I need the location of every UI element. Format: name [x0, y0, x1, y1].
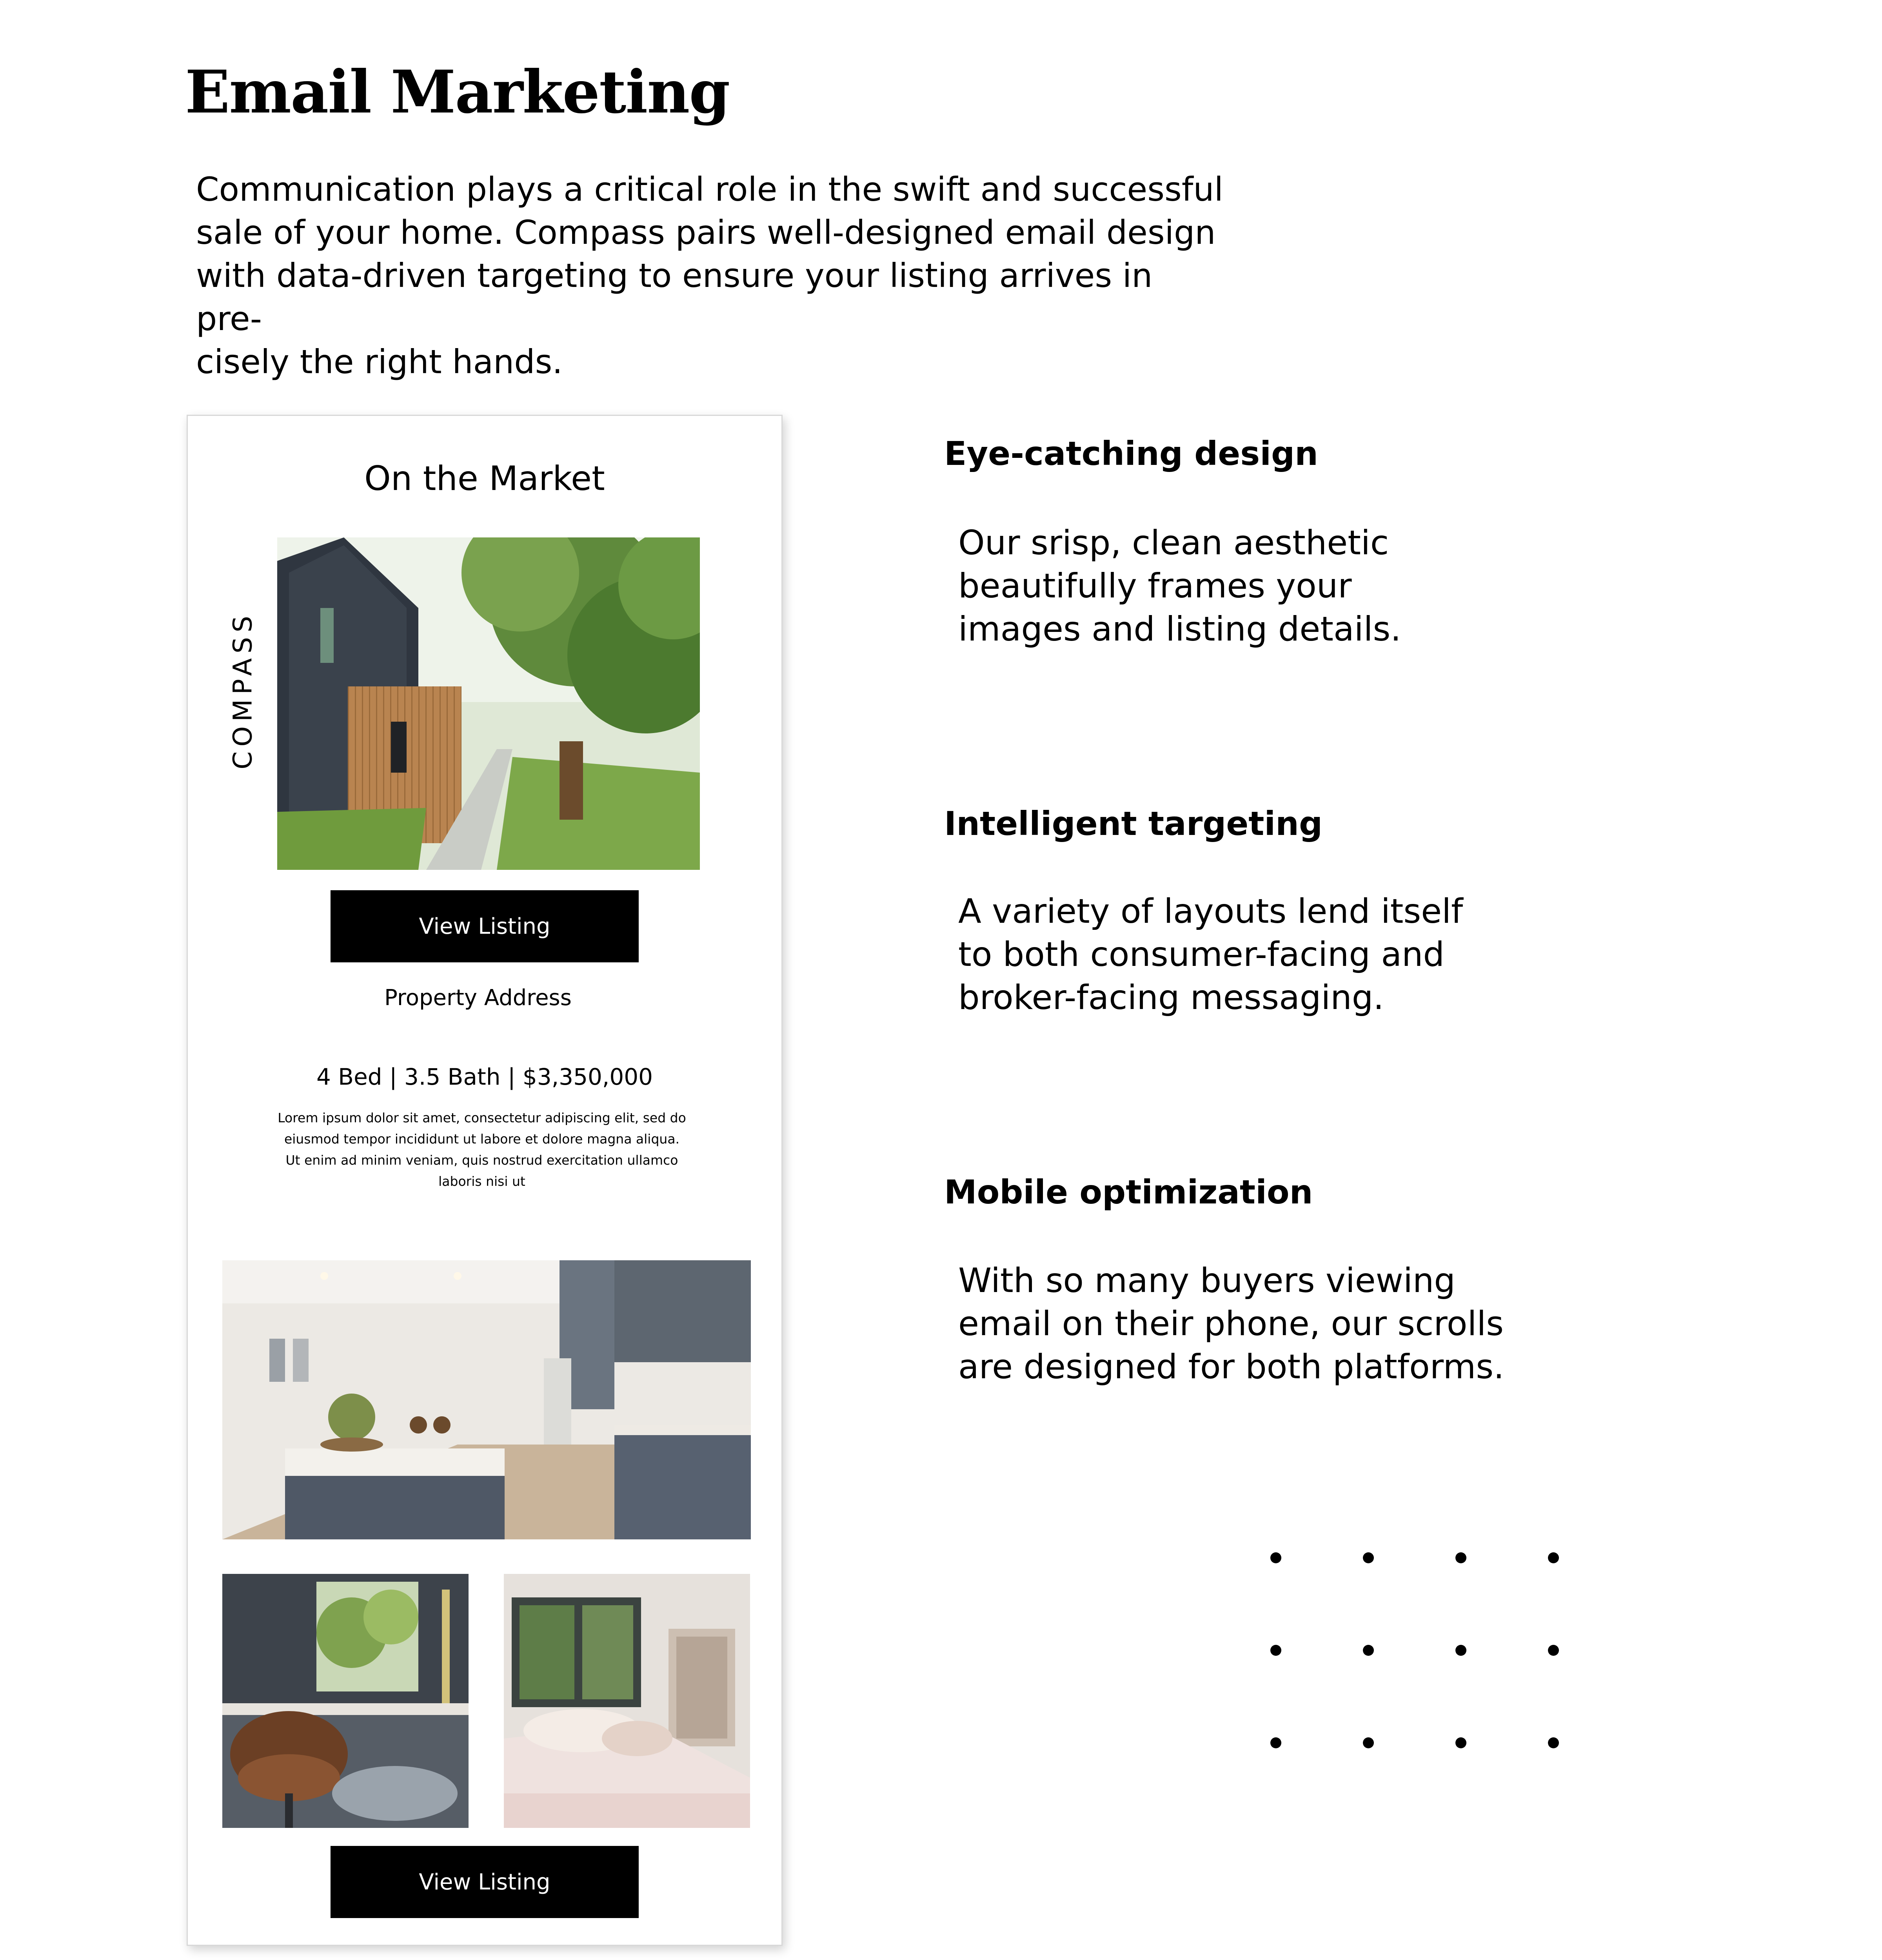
- feature-title-targeting: Intelligent targeting: [944, 804, 1323, 843]
- description-line: Ut enim ad minim veniam, quis nostrud exercitation ullamco: [285, 1152, 678, 1168]
- bedroom-image: [504, 1574, 750, 1828]
- hero-house-photo: [277, 537, 700, 870]
- view-listing-button[interactable]: View Listing: [331, 890, 639, 962]
- feature-body-mobile: [958, 1259, 1507, 1388]
- dot: [1270, 1552, 1281, 1563]
- feature-title-design: Eye-catching design: [944, 434, 1318, 473]
- compass-logo: COMPASS: [227, 611, 258, 769]
- intro-line: cisely the right hands.: [196, 343, 563, 381]
- feature-line: are designed for both platforms.: [958, 1347, 1504, 1387]
- dot: [1363, 1645, 1374, 1656]
- dot: [1455, 1552, 1466, 1563]
- feature-line: to both consumer-facing and: [958, 935, 1445, 974]
- kitchen-image: [222, 1260, 751, 1539]
- description-line: Lorem ipsum dolor sit amet, consectetur adipiscing elit, sed do: [278, 1110, 686, 1125]
- dot: [1455, 1737, 1466, 1748]
- feature-body-design: [958, 521, 1507, 651]
- dot: [1548, 1645, 1559, 1656]
- bedroom-photo: [504, 1574, 750, 1828]
- feature-line: With so many buyers viewing: [958, 1261, 1455, 1300]
- decorative-dot-grid: [1270, 1552, 1584, 1760]
- email-preview-card: [187, 415, 783, 1946]
- feature-line: Our srisp, clean aesthetic: [958, 523, 1389, 563]
- property-description: [258, 1107, 705, 1192]
- feature-line: email on their phone, our scrolls: [958, 1304, 1504, 1343]
- intro-paragraph: [196, 168, 1223, 383]
- property-specs: 4 Bed | 3.5 Bath | $3,350,000: [316, 1063, 653, 1090]
- feature-line: beautifully frames your: [958, 566, 1352, 606]
- description-line: eiusmod tempor incididunt ut labore et dolore magna aliqua.: [284, 1131, 680, 1147]
- view-listing-button-bottom[interactable]: View Listing: [331, 1846, 639, 1918]
- dining-chair-image: [222, 1574, 469, 1828]
- dot: [1455, 1645, 1466, 1656]
- feature-line: images and listing details.: [958, 610, 1401, 649]
- intro-line: with data-driven targeting to ensure your listing arrives in pre-: [196, 256, 1153, 338]
- hero-house-image: [277, 537, 700, 870]
- feature-line: A variety of layouts lend itself: [958, 892, 1463, 931]
- dot: [1363, 1737, 1374, 1748]
- feature-title-mobile: Mobile optimization: [944, 1173, 1313, 1211]
- feature-body-targeting: [958, 890, 1507, 1019]
- dining-chair-photo: [222, 1574, 469, 1828]
- intro-line: Communication plays a critical role in the swift and successful: [196, 170, 1223, 209]
- feature-line: broker-facing messaging.: [958, 978, 1384, 1017]
- dot: [1548, 1552, 1559, 1563]
- email-heading: On the Market: [364, 459, 605, 498]
- dot: [1363, 1552, 1374, 1563]
- intro-line: sale of your home. Compass pairs well-designed email design: [196, 213, 1216, 252]
- property-address: Property Address: [384, 985, 572, 1011]
- dot: [1548, 1737, 1559, 1748]
- kitchen-photo: [222, 1260, 751, 1539]
- description-line: laboris nisi ut: [438, 1174, 525, 1189]
- dot: [1270, 1645, 1281, 1656]
- page-title: Email Marketing: [185, 58, 730, 127]
- dot: [1270, 1737, 1281, 1748]
